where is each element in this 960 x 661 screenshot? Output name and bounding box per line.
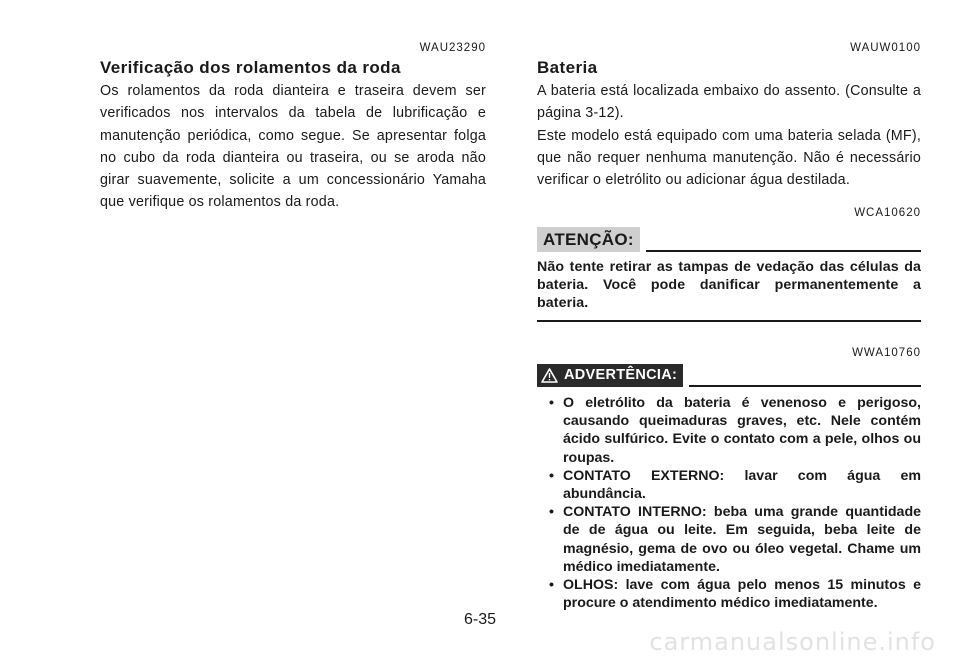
section-heading: Verificação dos rolamentos da roda (100, 58, 401, 77)
list-item: • CONTATO EXTERNO: lavar com água em abundância. (549, 467, 921, 503)
banner-rule (689, 385, 921, 387)
warning-list (537, 394, 921, 612)
body-text: Os rolamentos da roda dianteira e traseira devem ser verificados nos intervalos da tabela de lubrificação e manutenção periódica, como segue. Se apresentar folga no cubo da roda dianteira ou traseira, ou se aroda não girar suavemente, solicite a um concessionário Yamaha que verifique os rolamentos da roda. (100, 83, 486, 211)
attention-divider (537, 320, 921, 322)
page-number: 6-35 (463, 611, 497, 628)
list-item: • CONTATO INTERNO: beba uma grande quantidade de de água ou leite. Em seguida, beba leite de magnésio, gema de ovo ou óleo vegetal. Chame um médico imediatamente. (549, 504, 921, 575)
attention-code: WCA10620 (854, 207, 921, 219)
banner-rule (646, 250, 921, 252)
warning-label-box (537, 364, 683, 387)
battery-location-text: A bateria está localizada embaixo do assento. (Consulte a página 3-12). (537, 83, 921, 122)
list-item-text: O eletrólito da bateria é venenoso e perigoso, causando queimaduras graves, etc. Nele contém ácido sulfúrico. Evite o contato com a pele, olhos ou roupas. (563, 395, 921, 466)
warning-code: WWA10760 (852, 347, 921, 359)
warning-triangle-icon (541, 368, 558, 383)
section-heading: Bateria (537, 58, 598, 77)
list-item-text: OLHOS: lave com água pelo menos 15 minutos e procure o atendimento médico imediatamente. (563, 577, 921, 612)
section-code: WAUW0100 (850, 42, 921, 54)
warning-label: ADVERTÊNCIA: (564, 367, 678, 383)
attention-banner (537, 226, 921, 252)
list-item-text: CONTATO EXTERNO: lavar com água em abundância. (563, 467, 921, 503)
section-code: WAU23290 (419, 42, 486, 54)
list-item: • O eletrólito da bateria é venenoso e perigoso, causando queimaduras graves, etc. Nele contém ácido sulfúrico. Evite o contato com a pele, olhos ou roupas. (549, 395, 921, 466)
list-item: • OLHOS: lave com água pelo menos 15 minutos e procure o atendimento médico imediatamente. (549, 577, 921, 612)
attention-label: ATENÇÃO: (537, 227, 640, 252)
battery-maintenance-text: Este modelo está equipado com uma bateria selada (MF), que não requer nenhuma manutenção. Não é necessário verificar o eletrólito ou adicionar água destilada. (537, 127, 921, 189)
warning-banner (537, 361, 921, 387)
watermark: carmanualsonline.info (649, 628, 936, 656)
attention-text: Não tente retirar as tampas de vedação das células da bateria. Você pode danificar permanentemente a bateria. (537, 259, 921, 311)
wheel-bearing-paragraph (100, 80, 486, 214)
battery-paragraph (537, 80, 921, 191)
list-item-text: CONTATO INTERNO: beba uma grande quantidade de de água ou leite. Em seguida, beba leite de magnésio, gema de ovo ou óleo vegetal. Chame um médico imediatamente. (563, 504, 921, 575)
